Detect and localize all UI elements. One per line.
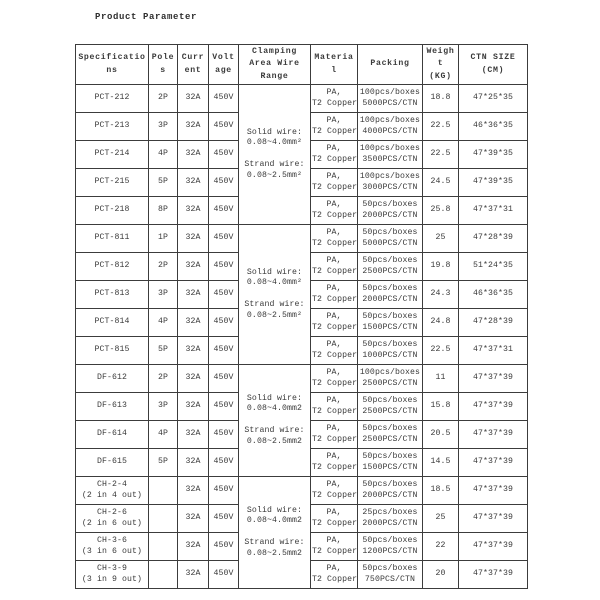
poles-cell: 5P [149, 449, 178, 477]
solid-wire-label: Solid wire: [246, 505, 303, 515]
material-line-2: T2 Copper [312, 462, 358, 472]
packing-line-1: 50pcs/boxes [362, 283, 418, 293]
material-cell [311, 561, 358, 589]
material-cell [311, 393, 358, 421]
current-cell: 32A [178, 337, 209, 365]
strand-wire-value: 0.08~2.5mm² [246, 170, 303, 180]
material-cell [311, 365, 358, 393]
table-row [76, 85, 528, 113]
column-header: CTN SIZE (CM) [459, 45, 528, 85]
strand-wire-block [240, 426, 309, 447]
ctn-size-cell: 47*39*35 [459, 169, 528, 197]
material-line-2: T2 Copper [312, 210, 358, 220]
packing-cell [358, 197, 423, 225]
spec-name: PCT-811 [94, 233, 130, 243]
spec-name: PCT-218 [94, 205, 130, 215]
weight-cell: 18.5 [423, 477, 459, 505]
material-line-1: PA, [326, 115, 342, 125]
packing-line-2: 750PCS/CTN [364, 574, 416, 584]
current-cell: 32A [178, 113, 209, 141]
packing-line-1: 100pcs/boxes [359, 87, 421, 97]
poles-cell: 2P [149, 253, 178, 281]
packing-line-1: 50pcs/boxes [362, 199, 418, 209]
voltage-cell: 450V [209, 253, 239, 281]
voltage-cell: 450V [209, 477, 239, 505]
strand-wire-block [240, 160, 309, 181]
spec-cell [76, 505, 149, 533]
weight-cell: 19.8 [423, 253, 459, 281]
spec-cell [76, 365, 149, 393]
packing-line-2: 2000PCS/CTN [362, 518, 418, 528]
material-line-2: T2 Copper [312, 350, 358, 360]
poles-cell: 5P [149, 337, 178, 365]
solid-wire-label: Solid wire: [246, 127, 303, 137]
material-line-2: T2 Copper [312, 182, 358, 192]
packing-cell [358, 449, 423, 477]
spec-cell [76, 309, 149, 337]
packing-line-2: 5000PCS/CTN [362, 98, 418, 108]
material-line-1: PA, [326, 87, 342, 97]
strand-wire-label: Strand wire: [244, 160, 305, 169]
material-line-2: T2 Copper [312, 294, 358, 304]
material-line-1: PA, [326, 563, 342, 573]
packing-cell [358, 477, 423, 505]
voltage-cell: 450V [209, 169, 239, 197]
packing-line-1: 50pcs/boxes [362, 339, 418, 349]
poles-cell: 2P [149, 365, 178, 393]
packing-cell [358, 169, 423, 197]
packing-cell [358, 85, 423, 113]
spec-cell [76, 449, 149, 477]
current-cell: 32A [178, 421, 209, 449]
poles-cell: 3P [149, 281, 178, 309]
poles-cell: 5P [149, 169, 178, 197]
product-parameter-table [75, 44, 528, 589]
solid-wire-label: Solid wire: [246, 393, 303, 403]
table-row [76, 365, 528, 393]
spec-name: DF-615 [96, 457, 128, 467]
weight-cell: 20 [423, 561, 459, 589]
ctn-size-cell: 47*25*35 [459, 85, 528, 113]
packing-line-2: 2000PCS/CTN [362, 210, 418, 220]
spec-cell [76, 477, 149, 505]
poles-cell: 4P [149, 309, 178, 337]
strand-wire-label: Strand wire: [244, 300, 305, 309]
weight-cell: 24.5 [423, 169, 459, 197]
material-line-1: PA, [326, 507, 342, 517]
poles-cell [149, 561, 178, 589]
header-row [76, 45, 528, 85]
poles-cell: 3P [149, 393, 178, 421]
weight-cell: 25 [423, 225, 459, 253]
ctn-size-cell: 46*36*35 [459, 113, 528, 141]
ctn-size-cell: 47*37*39 [459, 477, 528, 505]
spec-sub: (2 in 4 out) [81, 490, 143, 500]
packing-line-2: 2000PCS/CTN [362, 490, 418, 500]
current-cell: 32A [178, 225, 209, 253]
solid-wire-block [240, 268, 309, 289]
current-cell: 32A [178, 449, 209, 477]
strand-wire-label: Strand wire: [244, 538, 305, 547]
weight-cell: 24.8 [423, 309, 459, 337]
ctn-size-cell: 47*37*39 [459, 561, 528, 589]
strand-wire-label: Strand wire: [244, 426, 305, 435]
page-title: Product Parameter [95, 12, 198, 22]
spec-sub: (2 in 6 out) [81, 518, 143, 528]
solid-wire-value: 0.08~4.0mm² [246, 278, 303, 288]
material-line-2: T2 Copper [312, 406, 358, 416]
weight-cell: 22 [423, 533, 459, 561]
spec-name: PCT-214 [94, 149, 130, 159]
material-line-1: PA, [326, 311, 342, 321]
solid-wire-value: 0.08~4.0mm2 [246, 516, 303, 526]
material-line-1: PA, [326, 395, 342, 405]
voltage-cell: 450V [209, 505, 239, 533]
packing-cell [358, 225, 423, 253]
material-line-2: T2 Copper [312, 574, 358, 584]
current-cell: 32A [178, 197, 209, 225]
current-cell: 32A [178, 533, 209, 561]
ctn-size-cell: 47*37*31 [459, 197, 528, 225]
column-header: Material [311, 45, 358, 85]
packing-line-2: 4000PCS/CTN [362, 126, 418, 136]
column-header: Voltage [209, 45, 239, 85]
spec-cell [76, 141, 149, 169]
packing-line-2: 5000PCS/CTN [362, 238, 418, 248]
material-cell [311, 113, 358, 141]
spec-cell [76, 197, 149, 225]
solid-wire-block [240, 394, 309, 415]
voltage-cell: 450V [209, 365, 239, 393]
voltage-cell: 450V [209, 561, 239, 589]
material-line-2: T2 Copper [312, 154, 358, 164]
current-cell: 32A [178, 253, 209, 281]
ctn-size-cell: 47*37*31 [459, 337, 528, 365]
current-cell: 32A [178, 365, 209, 393]
voltage-cell: 450V [209, 309, 239, 337]
material-line-1: PA, [326, 367, 342, 377]
table-body [76, 85, 528, 589]
column-header: Clamping Area Wire Range [239, 45, 311, 85]
material-line-1: PA, [326, 451, 342, 461]
packing-cell [358, 309, 423, 337]
material-line-2: T2 Copper [312, 518, 358, 528]
material-cell [311, 85, 358, 113]
poles-cell: 4P [149, 421, 178, 449]
poles-cell: 3P [149, 113, 178, 141]
weight-cell: 22.5 [423, 337, 459, 365]
ctn-size-cell: 46*36*35 [459, 281, 528, 309]
spec-sub: (3 in 9 out) [81, 574, 143, 584]
packing-cell [358, 393, 423, 421]
wire-range-cell [239, 225, 311, 365]
packing-line-2: 2000PCS/CTN [362, 294, 418, 304]
material-cell [311, 477, 358, 505]
ctn-size-cell: 47*39*35 [459, 141, 528, 169]
poles-cell [149, 477, 178, 505]
solid-wire-value: 0.08~4.0mm² [246, 138, 303, 148]
packing-line-2: 1500PCS/CTN [362, 462, 418, 472]
solid-wire-label: Solid wire: [246, 267, 303, 277]
spec-name: DF-613 [96, 401, 128, 411]
current-cell: 32A [178, 141, 209, 169]
packing-line-2: 1200PCS/CTN [362, 546, 418, 556]
poles-cell: 4P [149, 141, 178, 169]
voltage-cell: 450V [209, 281, 239, 309]
packing-cell [358, 113, 423, 141]
current-cell: 32A [178, 477, 209, 505]
poles-cell: 1P [149, 225, 178, 253]
voltage-cell: 450V [209, 337, 239, 365]
packing-line-1: 50pcs/boxes [362, 563, 418, 573]
packing-line-1: 100pcs/boxes [359, 115, 421, 125]
material-cell [311, 337, 358, 365]
voltage-cell: 450V [209, 85, 239, 113]
table-row [76, 477, 528, 505]
strand-wire-value: 0.08~2.5mm2 [246, 548, 303, 558]
packing-line-1: 50pcs/boxes [362, 227, 418, 237]
packing-cell [358, 505, 423, 533]
ctn-size-cell: 47*37*39 [459, 393, 528, 421]
spec-cell [76, 225, 149, 253]
spec-cell [76, 561, 149, 589]
packing-line-1: 25pcs/boxes [362, 507, 418, 517]
spec-name: DF-612 [96, 373, 128, 383]
voltage-cell: 450V [209, 225, 239, 253]
poles-cell [149, 505, 178, 533]
material-cell [311, 225, 358, 253]
packing-line-2: 2500PCS/CTN [362, 266, 418, 276]
material-cell [311, 169, 358, 197]
material-line-1: PA, [326, 255, 342, 265]
spec-cell [76, 533, 149, 561]
material-cell [311, 281, 358, 309]
poles-cell [149, 533, 178, 561]
material-line-2: T2 Copper [312, 378, 358, 388]
packing-line-1: 50pcs/boxes [362, 535, 418, 545]
material-cell [311, 505, 358, 533]
packing-line-2: 1000PCS/CTN [362, 350, 418, 360]
material-line-1: PA, [326, 171, 342, 181]
spec-name: DF-614 [96, 429, 128, 439]
packing-line-2: 3500PCS/CTN [362, 154, 418, 164]
weight-cell: 22.5 [423, 141, 459, 169]
weight-cell: 14.5 [423, 449, 459, 477]
voltage-cell: 450V [209, 113, 239, 141]
packing-line-1: 100pcs/boxes [359, 143, 421, 153]
packing-line-2: 2500PCS/CTN [362, 434, 418, 444]
material-line-2: T2 Copper [312, 266, 358, 276]
spec-cell [76, 169, 149, 197]
weight-cell: 15.8 [423, 393, 459, 421]
material-line-2: T2 Copper [312, 434, 358, 444]
current-cell: 32A [178, 393, 209, 421]
spec-cell [76, 337, 149, 365]
ctn-size-cell: 47*28*39 [459, 309, 528, 337]
weight-cell: 25 [423, 505, 459, 533]
material-line-1: PA, [326, 423, 342, 433]
ctn-size-cell: 47*37*39 [459, 365, 528, 393]
material-cell [311, 141, 358, 169]
solid-wire-block [240, 506, 309, 527]
material-line-1: PA, [326, 227, 342, 237]
material-line-1: PA, [326, 199, 342, 209]
voltage-cell: 450V [209, 197, 239, 225]
voltage-cell: 450V [209, 421, 239, 449]
material-line-1: PA, [326, 339, 342, 349]
spec-sub: (3 in 6 out) [81, 546, 143, 556]
packing-line-1: 50pcs/boxes [362, 255, 418, 265]
table-row [76, 225, 528, 253]
spec-name: PCT-215 [94, 177, 130, 187]
packing-cell [358, 141, 423, 169]
packing-line-1: 50pcs/boxes [362, 395, 418, 405]
column-header: Specifications [76, 45, 149, 85]
voltage-cell: 450V [209, 141, 239, 169]
solid-wire-value: 0.08~4.0mm2 [246, 404, 303, 414]
solid-wire-block [240, 128, 309, 149]
packing-line-2: 1500PCS/CTN [362, 322, 418, 332]
material-cell [311, 253, 358, 281]
ctn-size-cell: 47*37*39 [459, 421, 528, 449]
spec-name: CH-2-6 [96, 507, 128, 517]
packing-cell [358, 337, 423, 365]
weight-cell: 22.5 [423, 113, 459, 141]
current-cell: 32A [178, 309, 209, 337]
strand-wire-value: 0.08~2.5mm2 [246, 436, 303, 446]
current-cell: 32A [178, 85, 209, 113]
spec-cell [76, 281, 149, 309]
current-cell: 32A [178, 505, 209, 533]
poles-cell: 2P [149, 85, 178, 113]
column-header: Weight (KG) [423, 45, 459, 85]
current-cell: 32A [178, 281, 209, 309]
packing-line-1: 100pcs/boxes [359, 171, 421, 181]
material-line-2: T2 Copper [312, 322, 358, 332]
weight-cell: 24.3 [423, 281, 459, 309]
packing-line-1: 50pcs/boxes [362, 311, 418, 321]
material-line-2: T2 Copper [312, 238, 358, 248]
material-line-2: T2 Copper [312, 490, 358, 500]
weight-cell: 20.5 [423, 421, 459, 449]
ctn-size-cell: 47*28*39 [459, 225, 528, 253]
spec-cell [76, 253, 149, 281]
voltage-cell: 450V [209, 449, 239, 477]
spec-name: PCT-213 [94, 121, 130, 131]
packing-cell [358, 281, 423, 309]
packing-line-2: 3000PCS/CTN [362, 182, 418, 192]
strand-wire-block [240, 538, 309, 559]
voltage-cell: 450V [209, 533, 239, 561]
material-cell [311, 197, 358, 225]
spec-name: CH-2-4 [96, 479, 128, 489]
material-line-1: PA, [326, 479, 342, 489]
packing-cell [358, 421, 423, 449]
packing-line-1: 50pcs/boxes [362, 451, 418, 461]
ctn-size-cell: 51*24*35 [459, 253, 528, 281]
packing-line-1: 50pcs/boxes [362, 423, 418, 433]
material-cell [311, 533, 358, 561]
column-header: Current [178, 45, 209, 85]
voltage-cell: 450V [209, 393, 239, 421]
wire-range-cell [239, 85, 311, 225]
spec-cell [76, 85, 149, 113]
weight-cell: 25.8 [423, 197, 459, 225]
spec-cell [76, 393, 149, 421]
spec-name: PCT-814 [94, 317, 130, 327]
packing-line-1: 50pcs/boxes [362, 479, 418, 489]
column-header: Poles [149, 45, 178, 85]
current-cell: 32A [178, 561, 209, 589]
current-cell: 32A [178, 169, 209, 197]
material-cell [311, 449, 358, 477]
packing-cell [358, 253, 423, 281]
wire-range-cell [239, 365, 311, 477]
material-cell [311, 309, 358, 337]
material-cell [311, 421, 358, 449]
spec-name: CH-3-9 [96, 563, 128, 573]
packing-cell [358, 561, 423, 589]
ctn-size-cell: 47*37*39 [459, 505, 528, 533]
spec-name: PCT-212 [94, 93, 130, 103]
material-line-1: PA, [326, 535, 342, 545]
material-line-2: T2 Copper [312, 126, 358, 136]
spec-cell [76, 421, 149, 449]
packing-line-2: 2500PCS/CTN [362, 378, 418, 388]
material-line-2: T2 Copper [312, 98, 358, 108]
poles-cell: 8P [149, 197, 178, 225]
packing-cell [358, 533, 423, 561]
ctn-size-cell: 47*37*39 [459, 449, 528, 477]
weight-cell: 18.8 [423, 85, 459, 113]
material-line-2: T2 Copper [312, 546, 358, 556]
material-line-1: PA, [326, 283, 342, 293]
table-head [76, 45, 528, 85]
packing-line-2: 2500PCS/CTN [362, 406, 418, 416]
wire-range-cell [239, 477, 311, 589]
spec-name: CH-3-6 [96, 535, 128, 545]
material-line-1: PA, [326, 143, 342, 153]
packing-line-1: 100pcs/boxes [359, 367, 421, 377]
weight-cell: 11 [423, 365, 459, 393]
strand-wire-value: 0.08~2.5mm² [246, 310, 303, 320]
strand-wire-block [240, 300, 309, 321]
spec-name: PCT-812 [94, 261, 130, 271]
ctn-size-cell: 47*37*39 [459, 533, 528, 561]
packing-cell [358, 365, 423, 393]
spec-cell [76, 113, 149, 141]
column-header: Packing [358, 45, 423, 85]
spec-name: PCT-815 [94, 345, 130, 355]
spec-name: PCT-813 [94, 289, 130, 299]
